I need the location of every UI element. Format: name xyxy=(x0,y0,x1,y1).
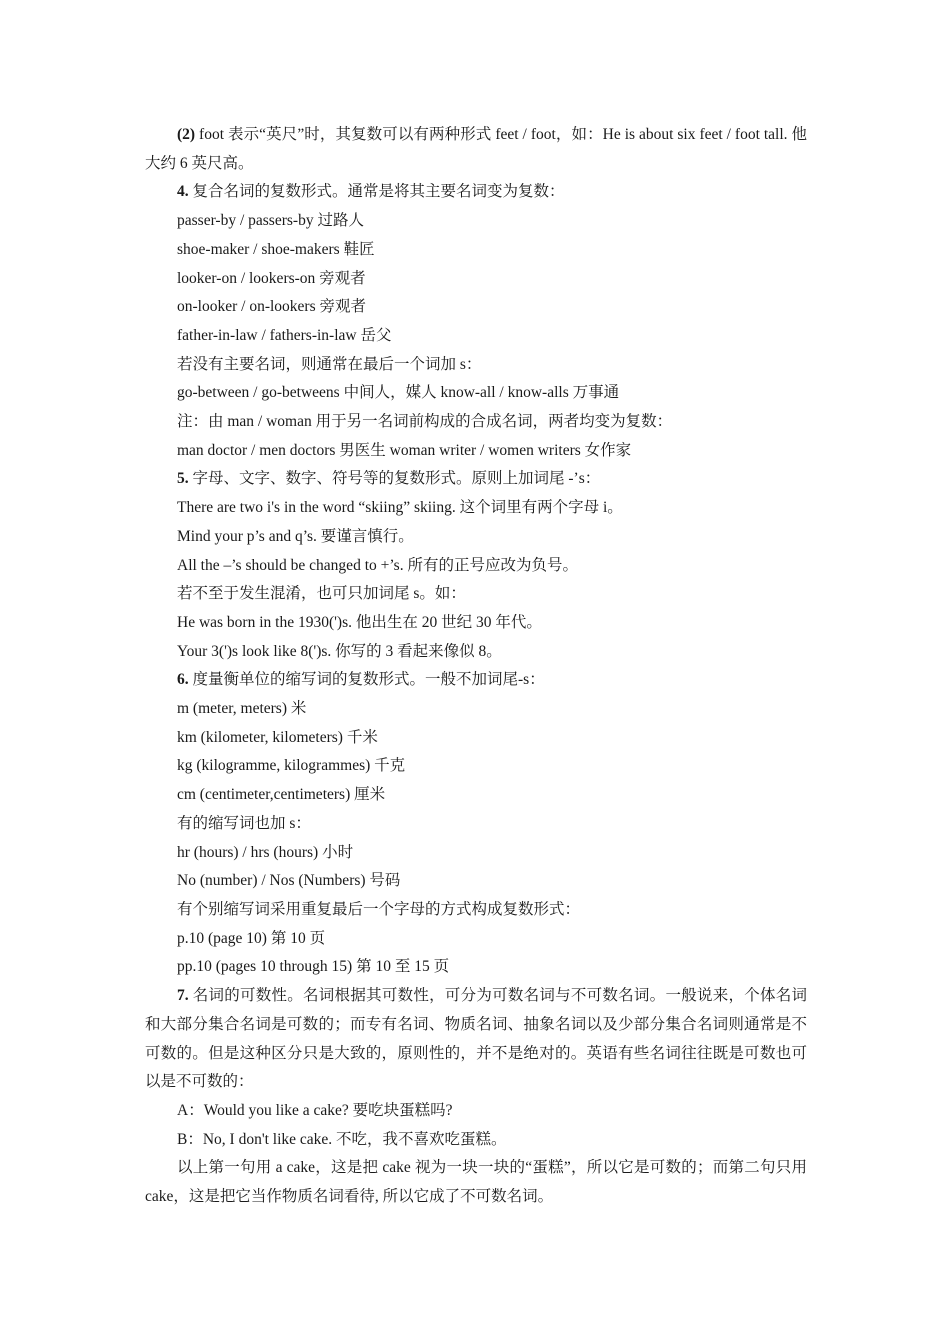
heading-item-5 xyxy=(145,465,807,494)
note-line: 有个别缩写词采用重复最后一个字母的方式构成复数形式： xyxy=(177,900,581,918)
example-line: pp.10 (pages 10 through 15) 第 10 至 15 页 xyxy=(177,958,450,976)
example-line: p.10 (page 10) 第 10 页 xyxy=(177,929,326,947)
example-line: Mind your p’s and q’s. 要谨言慎行。 xyxy=(177,527,414,545)
heading-item-4 xyxy=(145,178,807,207)
dialog-line: A：Would you like a cake? 要吃块蛋糕吗? xyxy=(177,1101,453,1119)
item-number: (2) xyxy=(177,126,196,143)
example-line: father-in-law / fathers-in-law 岳父 xyxy=(177,326,392,344)
example-line: Your 3(')s look like 8(')s. 你写的 3 看起来像似 8。 xyxy=(177,642,502,660)
page-content xyxy=(145,121,807,1212)
example-line: man doctor / men doctors 男医生 woman writer / women writers 女作家 xyxy=(177,441,632,459)
item-number: 6. xyxy=(177,671,189,689)
item-text: 字母、文字、数字、符号等的复数形式。原则上加词尾 -’s： xyxy=(188,470,601,488)
example-line: shoe-maker / shoe-makers 鞋匠 xyxy=(177,240,375,258)
example-line: cm (centimeter,centimeters) 厘米 xyxy=(177,786,386,804)
example-line: passer-by / passers-by 过路人 xyxy=(177,212,364,230)
example-line: m (meter, meters) 米 xyxy=(177,700,307,718)
item-text: 名词的可数性。名词根据其可数性，可分为可数名词与不可数名词。一般说来，个体名词和大部分集合名词是可数的；而专有名词、物质名词、抽象名词以及少部分集合名词则通常是不可数的。但是这种区分只是大致的，原则性的，并不是绝对的。英语有些名词往往既是可数也可以是不可数的： xyxy=(145,987,807,1091)
example-line: looker-on / lookers-on 旁观者 xyxy=(177,269,366,287)
note-line: 若没有主要名词，则通常在最后一个词加 s： xyxy=(177,355,482,373)
example-line: km (kilometer, kilometers) 千米 xyxy=(177,728,378,746)
example-line: go-between / go-betweens 中间人，媒人 know-all / know-alls 万事通 xyxy=(177,384,620,402)
note-line: 注：由 man / woman 用于另一名词前构成的合成名词，两者均变为复数： xyxy=(177,413,673,431)
item-text: foot 表示“英尺”时，其复数可以有两种形式 feet / foot，如：He is about six feet / foot tall. 他大约 6 英尺高。 xyxy=(145,126,807,172)
heading-item-6 xyxy=(145,666,807,695)
example-line: He was born in the 1930(')s. 他出生在 20 世纪 30 年代。 xyxy=(177,613,542,631)
example-line: All the –’s should be changed to +’s. 所有的正号应改为负号。 xyxy=(177,556,578,574)
item-number: 7. xyxy=(177,987,189,1005)
note-line: 若不至于发生混淆，也可只加词尾 s。如： xyxy=(177,585,466,603)
example-line: There are two i's in the word “skiing” skiing. 这个词里有两个字母 i。 xyxy=(177,499,623,517)
closing-paragraph: 以上第一句用 a cake，这是把 cake 视为一块一块的“蛋糕”，所以它是可数的；而第二句只用 cake，这是把它当作物质名词看待, 所以它成了不可数名词。 xyxy=(145,1159,807,1206)
paragraph-item-7 xyxy=(145,982,807,1097)
example-line: on-looker / on-lookers 旁观者 xyxy=(177,298,366,316)
item-number: 4. xyxy=(177,183,189,201)
note-line: 有的缩写词也加 s： xyxy=(177,814,311,832)
example-line: hr (hours) / hrs (hours) 小时 xyxy=(177,843,354,861)
example-line: kg (kilogramme, kilogrammes) 千克 xyxy=(177,757,406,775)
item-text: 度量衡单位的缩写词的复数形式。一般不加词尾-s： xyxy=(188,671,545,689)
item-text: 复合名词的复数形式。通常是将其主要名词变为复数： xyxy=(188,183,565,201)
example-line: No (number) / Nos (Numbers) 号码 xyxy=(177,872,401,890)
dialog-line: B：No, I don't like cake. 不吃，我不喜欢吃蛋糕。 xyxy=(177,1130,507,1148)
paragraph-item-2 xyxy=(145,121,807,178)
item-number: 5. xyxy=(177,470,189,488)
